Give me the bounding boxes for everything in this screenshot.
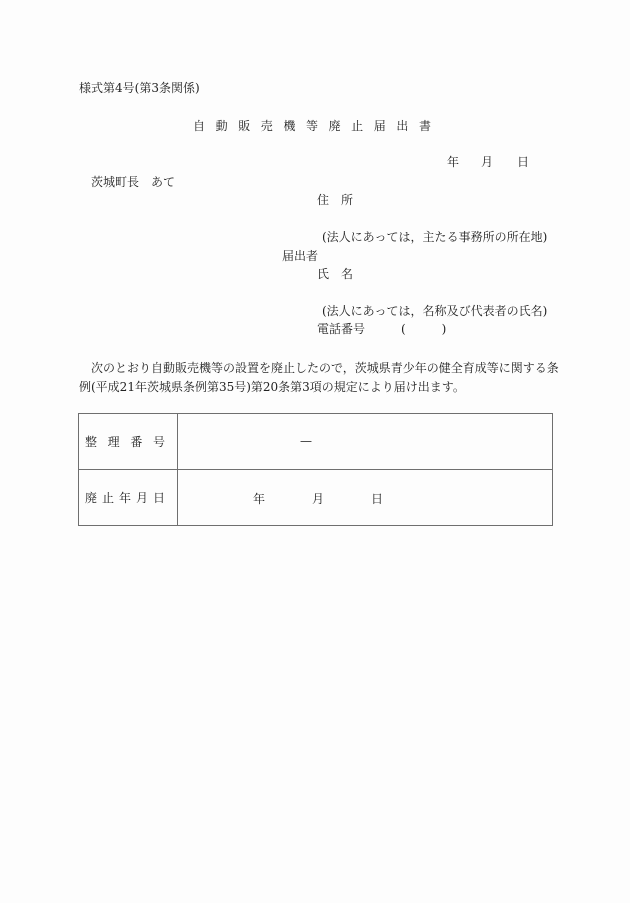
title-char: 廃 xyxy=(328,119,341,133)
table-row-reference-number xyxy=(79,414,553,470)
title-char: 販 xyxy=(238,119,251,133)
document-title xyxy=(193,119,442,133)
title-char: 届 xyxy=(373,119,386,133)
info-table xyxy=(78,413,553,526)
discontinuation-date-label xyxy=(79,470,178,526)
form-number: 様式第4号(第3条関係) xyxy=(79,81,200,95)
date-year-label: 年 xyxy=(447,155,460,169)
phone-label: 電話番号 xyxy=(317,322,366,336)
discontinuation-month-label: 月 xyxy=(312,492,325,506)
label-char: 号 xyxy=(152,435,165,449)
title-char: 止 xyxy=(351,119,364,133)
discontinuation-date-value xyxy=(178,470,553,526)
title-char: 動 xyxy=(215,119,228,133)
address-label: 住 所 xyxy=(317,193,354,207)
discontinuation-day-label: 日 xyxy=(371,492,384,506)
address-note: (法人にあっては，主たる事務所の所在地) xyxy=(322,230,548,244)
body-line: 次のとおり自動販売機等の設置を廃止したので，茨城県青少年の健全育成等に関する条 xyxy=(79,361,559,375)
title-char: 自 xyxy=(193,119,206,133)
label-char: 月 xyxy=(135,491,148,505)
date-month-label: 月 xyxy=(481,155,494,169)
table-row-discontinuation-date xyxy=(79,470,553,526)
name-note: (法人にあっては，名称及び代表者の氏名) xyxy=(322,304,548,318)
body-line: 例(平成21年茨城県条例第35号)第20条第3項の規定により届け出ます。 xyxy=(79,380,465,394)
discontinuation-year-label: 年 xyxy=(253,492,266,506)
reference-number-value xyxy=(178,414,553,470)
label-char: 止 xyxy=(101,491,114,505)
label-char: 年 xyxy=(118,491,131,505)
phone-number-field: ( ) xyxy=(401,322,447,336)
name-label: 氏 名 xyxy=(317,267,354,281)
body-paragraph xyxy=(79,359,559,397)
submission-date xyxy=(447,155,529,169)
date-day-label: 日 xyxy=(517,155,530,169)
title-char: 売 xyxy=(260,119,273,133)
title-char: 機 xyxy=(283,119,296,133)
reference-number-label xyxy=(79,414,178,470)
title-char: 出 xyxy=(396,119,409,133)
title-char: 書 xyxy=(418,119,431,133)
label-char: 番 xyxy=(130,435,143,449)
label-char: 整 xyxy=(85,435,98,449)
label-char: 廃 xyxy=(85,491,98,505)
label-char: 日 xyxy=(152,491,165,505)
title-char: 等 xyxy=(305,119,318,133)
label-char: 理 xyxy=(107,435,120,449)
reference-number-dash: — xyxy=(300,434,312,448)
addressee: 茨城町長 あて xyxy=(91,175,176,189)
applicant-label: 届出者 xyxy=(282,249,319,263)
